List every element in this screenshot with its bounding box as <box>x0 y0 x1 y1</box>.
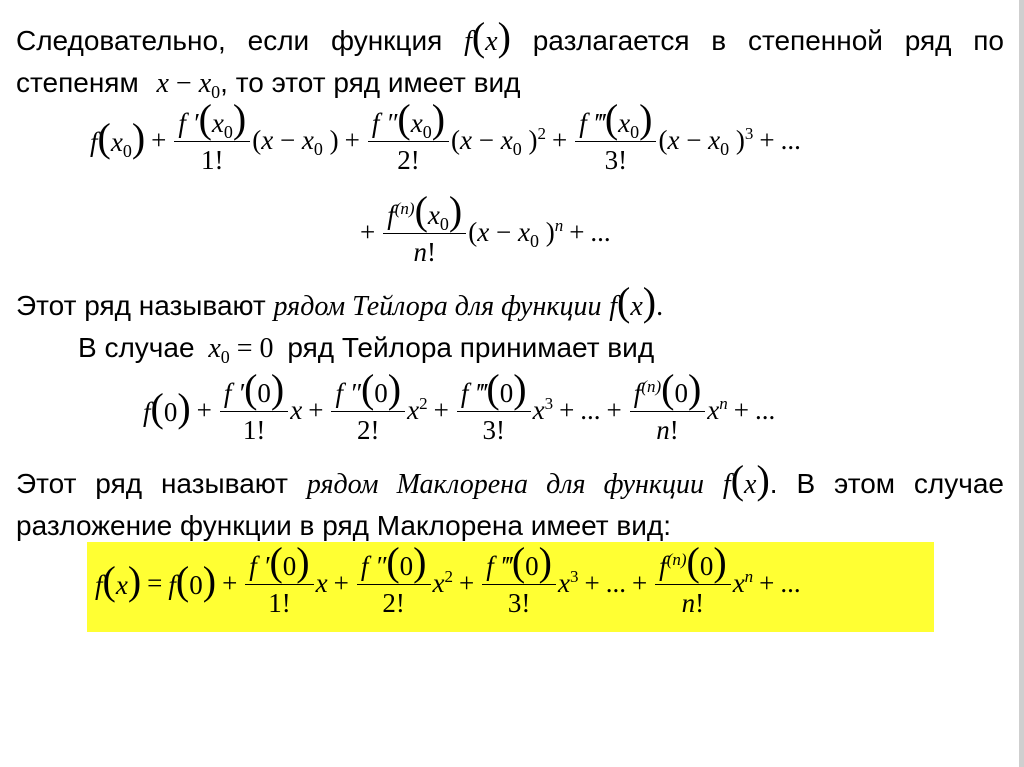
paragraph-last-line <box>16 509 671 543</box>
text-line1-start: Следовательно, если функция <box>16 25 443 56</box>
text-line2-start: степеням <box>16 67 139 98</box>
text-case-start: В случае <box>78 332 195 363</box>
fraction-f2-0: $\frac{f ''(0)}{2!}$ <box>331 374 405 446</box>
fraction-hl-f1-0: $\frac{f '(0)}{1!}$ <box>245 547 313 619</box>
slide-right-border <box>1019 0 1024 767</box>
fraction-f3-0: $\frac{f ‴(0)}{3!}$ <box>457 374 531 446</box>
fraction-f1-0: $\frac{f '(0)}{1!}$ <box>220 374 288 446</box>
formula-x-minus-x0: $x - x_0$ <box>156 68 221 102</box>
fraction-fn-x0: $\frac{f^{(n)}(x_0)}{n!}$ <box>383 196 466 268</box>
fraction-f1-x0: $\frac{f '(x_0)}{1!}$ <box>174 104 250 176</box>
text-maclaurin-end: . В этом случае <box>769 468 1004 499</box>
fraction-hl-f3-0: $\frac{f ‴(0)}{3!}$ <box>482 547 556 619</box>
text-taylor-intro: Этот ряд называют <box>16 290 266 321</box>
maclaurin-series-name: рядом Маклорена для функции <box>306 469 705 500</box>
formula-f-of-x-3: f(x) <box>722 457 770 502</box>
taylor-series-line-1: $f(x_0)$ + $\frac{f '(x_0)}{1!}$ ($x - x_0$ ) + $\frac{f ''(x_0)}{2!}$ ($x - x_0$ )$^2$ + $\frac{f ‴(x_0)}{3!}$ ($x - x_0$ )$^3$ + ... <box>90 96 801 175</box>
text-line1-end: разлагается в степенной ряд по <box>532 25 1004 56</box>
formula-x0-equals-0: $x_0 = 0$ <box>208 333 274 367</box>
case-x0-zero-line <box>78 331 654 366</box>
maclaurin-series-label <box>16 457 1004 502</box>
fraction-f2-x0: $\frac{f ''(x_0)}{2!}$ <box>368 104 449 176</box>
paragraph-line-1 <box>16 14 1004 59</box>
text-last-line: разложение функции в ряд Маклорена имеет вид: <box>16 510 672 541</box>
fraction-fn-0: $\frac{f^{(n)}(0)}{n!}$ <box>630 374 706 446</box>
fraction-f3-x0: $\frac{f ‴(x_0)}{3!}$ <box>575 104 656 176</box>
fraction-hl-f2-0: $\frac{f ''(0)}{2!}$ <box>357 547 431 619</box>
formula-f-of-x: f(x) <box>464 14 511 59</box>
text-case-end: ряд Тейлора принимает вид <box>287 332 655 363</box>
formula-f-of-x-2: f(x) <box>609 279 657 324</box>
fraction-hl-fn-0: $\frac{f^{(n)}(0)}{n!}$ <box>655 547 731 619</box>
taylor-series-line-2: + $\frac{f^{(n)}(x_0)}{n!}$ ($x - x_0$ )$^n$ + ... <box>360 188 611 267</box>
taylor-series-label: Этот ряд называют рядом Тейлора для функции f(x). <box>16 279 664 324</box>
text-maclaurin-intro: Этот ряд называют <box>16 468 288 499</box>
taylor-series-name: рядом Тейлора для функции <box>273 291 602 322</box>
maclaurin-series: f(0) + $\frac{f '(0)}{1!}$ x + $\frac{f ''(0)}{2!}$ $x^2$ + $\frac{f ‴(0)}{3!}$ $x^3$ + ... + $\frac{f^{(n)}(0)}{n!}$ $x^n$ + ... <box>143 366 776 445</box>
maclaurin-expansion-formula: f(x) = f(0) + $\frac{f '(0)}{1!}$ x + $\frac{f ''(0)}{2!}$ $x^2$ + $\frac{f ‴(0)}{3!}$ $x^3$ + ... + $\frac{f^{(n)}(0)}{n!}$ $x^n$ + ... <box>95 539 801 618</box>
text-line2-end: , то этот ряд имеет вид <box>220 67 521 98</box>
